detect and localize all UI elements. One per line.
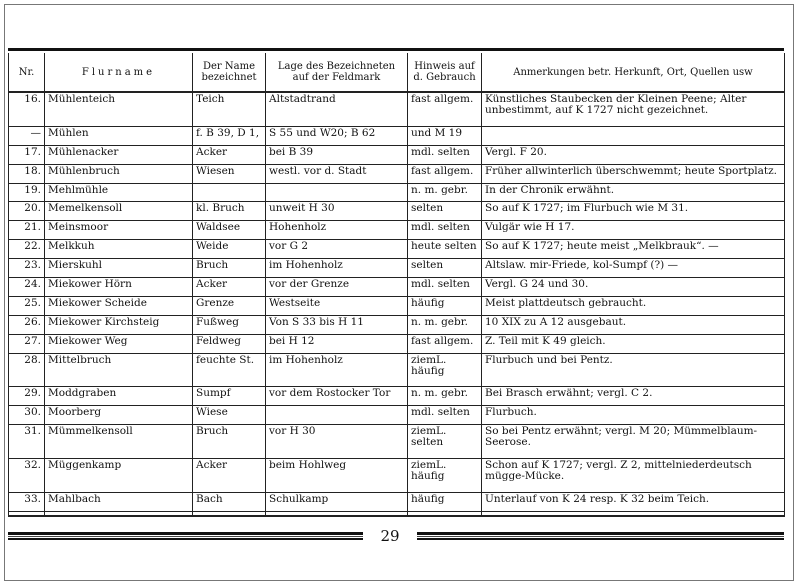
table-row [9,92,785,126]
cell-bezeichnet: Waldsee [193,221,266,240]
cell-anmerkungen: In der Chronik erwähnt. [482,183,785,202]
cell-flurname: Mahlbach [45,492,193,511]
table-row [9,221,785,240]
cell-nr: 26. [9,315,45,334]
cell-flurname: Miekower Weg [45,334,193,353]
header-bezeichnet: Der Name bezeichnet [193,53,266,92]
table-row [9,278,785,297]
cell-flurname: Mehlmühle [45,183,193,202]
cell-nr: 24. [9,278,45,297]
cell-lage: im Hohenholz [266,353,408,387]
cell-bezeichnet: Feldweg [193,334,266,353]
cell-lage: Altstadtrand [266,92,408,126]
cell-anmerkungen: Meist plattdeutsch gebraucht. [482,296,785,315]
cell-anmerkungen: Vergl. F 20. [482,145,785,164]
cell-flurname: Moorberg [45,406,193,425]
cell-bezeichnet: Fußweg [193,315,266,334]
cell-flurname: Mümmelkensoll [45,425,193,459]
cell-hinweis: mdl. selten [408,145,482,164]
cell-anmerkungen: Vulgär wie H 17. [482,221,785,240]
cell-lage: westl. vor d. Stadt [266,164,408,183]
cell-flurname: Mühlen [45,126,193,145]
cell-flurname: Mühlenacker [45,145,193,164]
top-rule [8,48,784,51]
flurname-table [8,53,785,517]
cell-hinweis: fast allgem. [408,164,482,183]
cell-lage: vor der Grenze [266,278,408,297]
cell-bezeichnet: feuchte St. [193,353,266,387]
cell-nr: 27. [9,334,45,353]
cell-hinweis: selten [408,202,482,221]
cell-anmerkungen: Altslaw. mir-Friede, kol-Sumpf (?) — [482,259,785,278]
cell-hinweis: ziemL. häufig [408,353,482,387]
cell-bezeichnet: Bruch [193,259,266,278]
filler-cell [45,511,193,516]
cell-hinweis: und M 19 [408,126,482,145]
cell-lage: Hohenholz [266,221,408,240]
cell-bezeichnet: Grenze [193,296,266,315]
table-row [9,126,785,145]
header-nr: Nr. [9,53,45,92]
cell-flurname: Moddgraben [45,387,193,406]
cell-flurname: Miekower Scheide [45,296,193,315]
table-row [9,334,785,353]
cell-nr: — [9,126,45,145]
cell-anmerkungen: Z. Teil mit K 49 gleich. [482,334,785,353]
cell-lage [266,183,408,202]
cell-lage: Schulkamp [266,492,408,511]
table-filler-row [9,511,785,516]
cell-anmerkungen: Flurbuch. [482,406,785,425]
cell-bezeichnet: Teich [193,92,266,126]
cell-lage: im Hohenholz [266,259,408,278]
cell-hinweis: häufig [408,296,482,315]
cell-hinweis: n. m. gebr. [408,387,482,406]
cell-anmerkungen: So auf K 1727; im Flurbuch wie M 31. [482,202,785,221]
cell-nr: 32. [9,458,45,492]
cell-nr: 23. [9,259,45,278]
table-row [9,387,785,406]
cell-anmerkungen: 10 XIX zu A 12 ausgebaut. [482,315,785,334]
cell-bezeichnet: Acker [193,458,266,492]
cell-hinweis: selten [408,259,482,278]
cell-nr: 16. [9,92,45,126]
table-row [9,296,785,315]
table-row [9,202,785,221]
table-body [9,92,785,516]
cell-nr: 33. [9,492,45,511]
cell-anmerkungen [482,126,785,145]
cell-anmerkungen: Unterlauf von K 24 resp. K 32 beim Teich. [482,492,785,511]
cell-flurname: Memelkensoll [45,202,193,221]
cell-nr: 29. [9,387,45,406]
cell-anmerkungen: Künstliches Staubecken der Kleinen Peene; Alter unbestimmt, auf K 1727 nicht gezeichnet. [482,92,785,126]
table-row [9,458,785,492]
cell-hinweis: n. m. gebr. [408,315,482,334]
cell-anmerkungen: Flurbuch und bei Pentz. [482,353,785,387]
cell-flurname: Melkkuh [45,240,193,259]
filler-cell [408,511,482,516]
cell-bezeichnet: Sumpf [193,387,266,406]
cell-flurname: Mühlenbruch [45,164,193,183]
cell-flurname: Miekower Kirchsteig [45,315,193,334]
cell-flurname: Meinsmoor [45,221,193,240]
table-row [9,240,785,259]
table-row [9,353,785,387]
cell-nr: 22. [9,240,45,259]
cell-nr: 17. [9,145,45,164]
cell-bezeichnet: Wiese [193,406,266,425]
cell-lage: Von S 33 bis H 11 [266,315,408,334]
cell-lage: S 55 und W20; B 62 [266,126,408,145]
cell-nr: 25. [9,296,45,315]
cell-hinweis: ziemL. häufig [408,458,482,492]
cell-lage: bei B 39 [266,145,408,164]
table-row [9,315,785,334]
filler-cell [193,511,266,516]
cell-bezeichnet: Bruch [193,425,266,459]
cell-bezeichnet [193,183,266,202]
cell-bezeichnet: Weide [193,240,266,259]
cell-nr: 18. [9,164,45,183]
cell-nr: 21. [9,221,45,240]
cell-lage: unweit H 30 [266,202,408,221]
cell-lage: bei H 12 [266,334,408,353]
cell-hinweis: fast allgem. [408,334,482,353]
cell-lage: beim Hohlweg [266,458,408,492]
cell-bezeichnet: Acker [193,278,266,297]
filler-cell [266,511,408,516]
header-flurname-text: Flurname [81,66,156,78]
cell-anmerkungen: Bei Brasch erwähnt; vergl. C 2. [482,387,785,406]
cell-nr: 31. [9,425,45,459]
cell-hinweis: mdl. selten [408,221,482,240]
cell-anmerkungen: Früher allwinterlich überschwemmt; heute Sportplatz. [482,164,785,183]
cell-bezeichnet: Bach [193,492,266,511]
filler-cell [9,511,45,516]
table-row [9,492,785,511]
cell-lage: vor G 2 [266,240,408,259]
cell-anmerkungen: So auf K 1727; heute meist „Melkbrauk“. — [482,240,785,259]
cell-nr: 20. [9,202,45,221]
table-row [9,406,785,425]
bottom-rule-left [8,532,363,540]
cell-nr: 19. [9,183,45,202]
cell-hinweis: heute selten [408,240,482,259]
header-hinweis: Hinweis auf d. Gebrauch [408,53,482,92]
header-row [9,53,785,92]
cell-flurname: Müggenkamp [45,458,193,492]
table-row [9,259,785,278]
cell-hinweis: n. m. gebr. [408,183,482,202]
header-lage: Lage des Bezeichneten auf der Feldmark [266,53,408,92]
cell-lage: vor dem Rostocker Tor [266,387,408,406]
table-row [9,164,785,183]
cell-hinweis: mdl. selten [408,278,482,297]
cell-lage [266,406,408,425]
table-row [9,145,785,164]
cell-flurname: Mittelbruch [45,353,193,387]
cell-anmerkungen: Schon auf K 1727; vergl. Z 2, mittelniederdeutsch mügge-Mücke. [482,458,785,492]
cell-lage: Westseite [266,296,408,315]
cell-nr: 30. [9,406,45,425]
header-anmerkungen: Anmerkungen betr. Herkunft, Ort, Quellen usw [482,53,785,92]
page-number: 29 [380,527,400,545]
cell-hinweis: fast allgem. [408,92,482,126]
cell-flurname: Mühlenteich [45,92,193,126]
table-row [9,425,785,459]
cell-hinweis: ziemL. selten [408,425,482,459]
cell-hinweis: häufig [408,492,482,511]
filler-cell [482,511,785,516]
cell-flurname: Miekower Hörn [45,278,193,297]
cell-lage: vor H 30 [266,425,408,459]
cell-bezeichnet: f. B 39, D 1, [193,126,266,145]
cell-bezeichnet: Wiesen [193,164,266,183]
header-flurname [45,53,193,92]
cell-bezeichnet: Acker [193,145,266,164]
bottom-rule-right [417,532,784,540]
cell-flurname: Mierskuhl [45,259,193,278]
cell-nr: 28. [9,353,45,387]
table-row [9,183,785,202]
cell-anmerkungen: Vergl. G 24 und 30. [482,278,785,297]
cell-hinweis: mdl. selten [408,406,482,425]
cell-anmerkungen: So bei Pentz erwähnt; vergl. M 20; Mümmelblaum-Seerose. [482,425,785,459]
cell-bezeichnet: kl. Bruch [193,202,266,221]
